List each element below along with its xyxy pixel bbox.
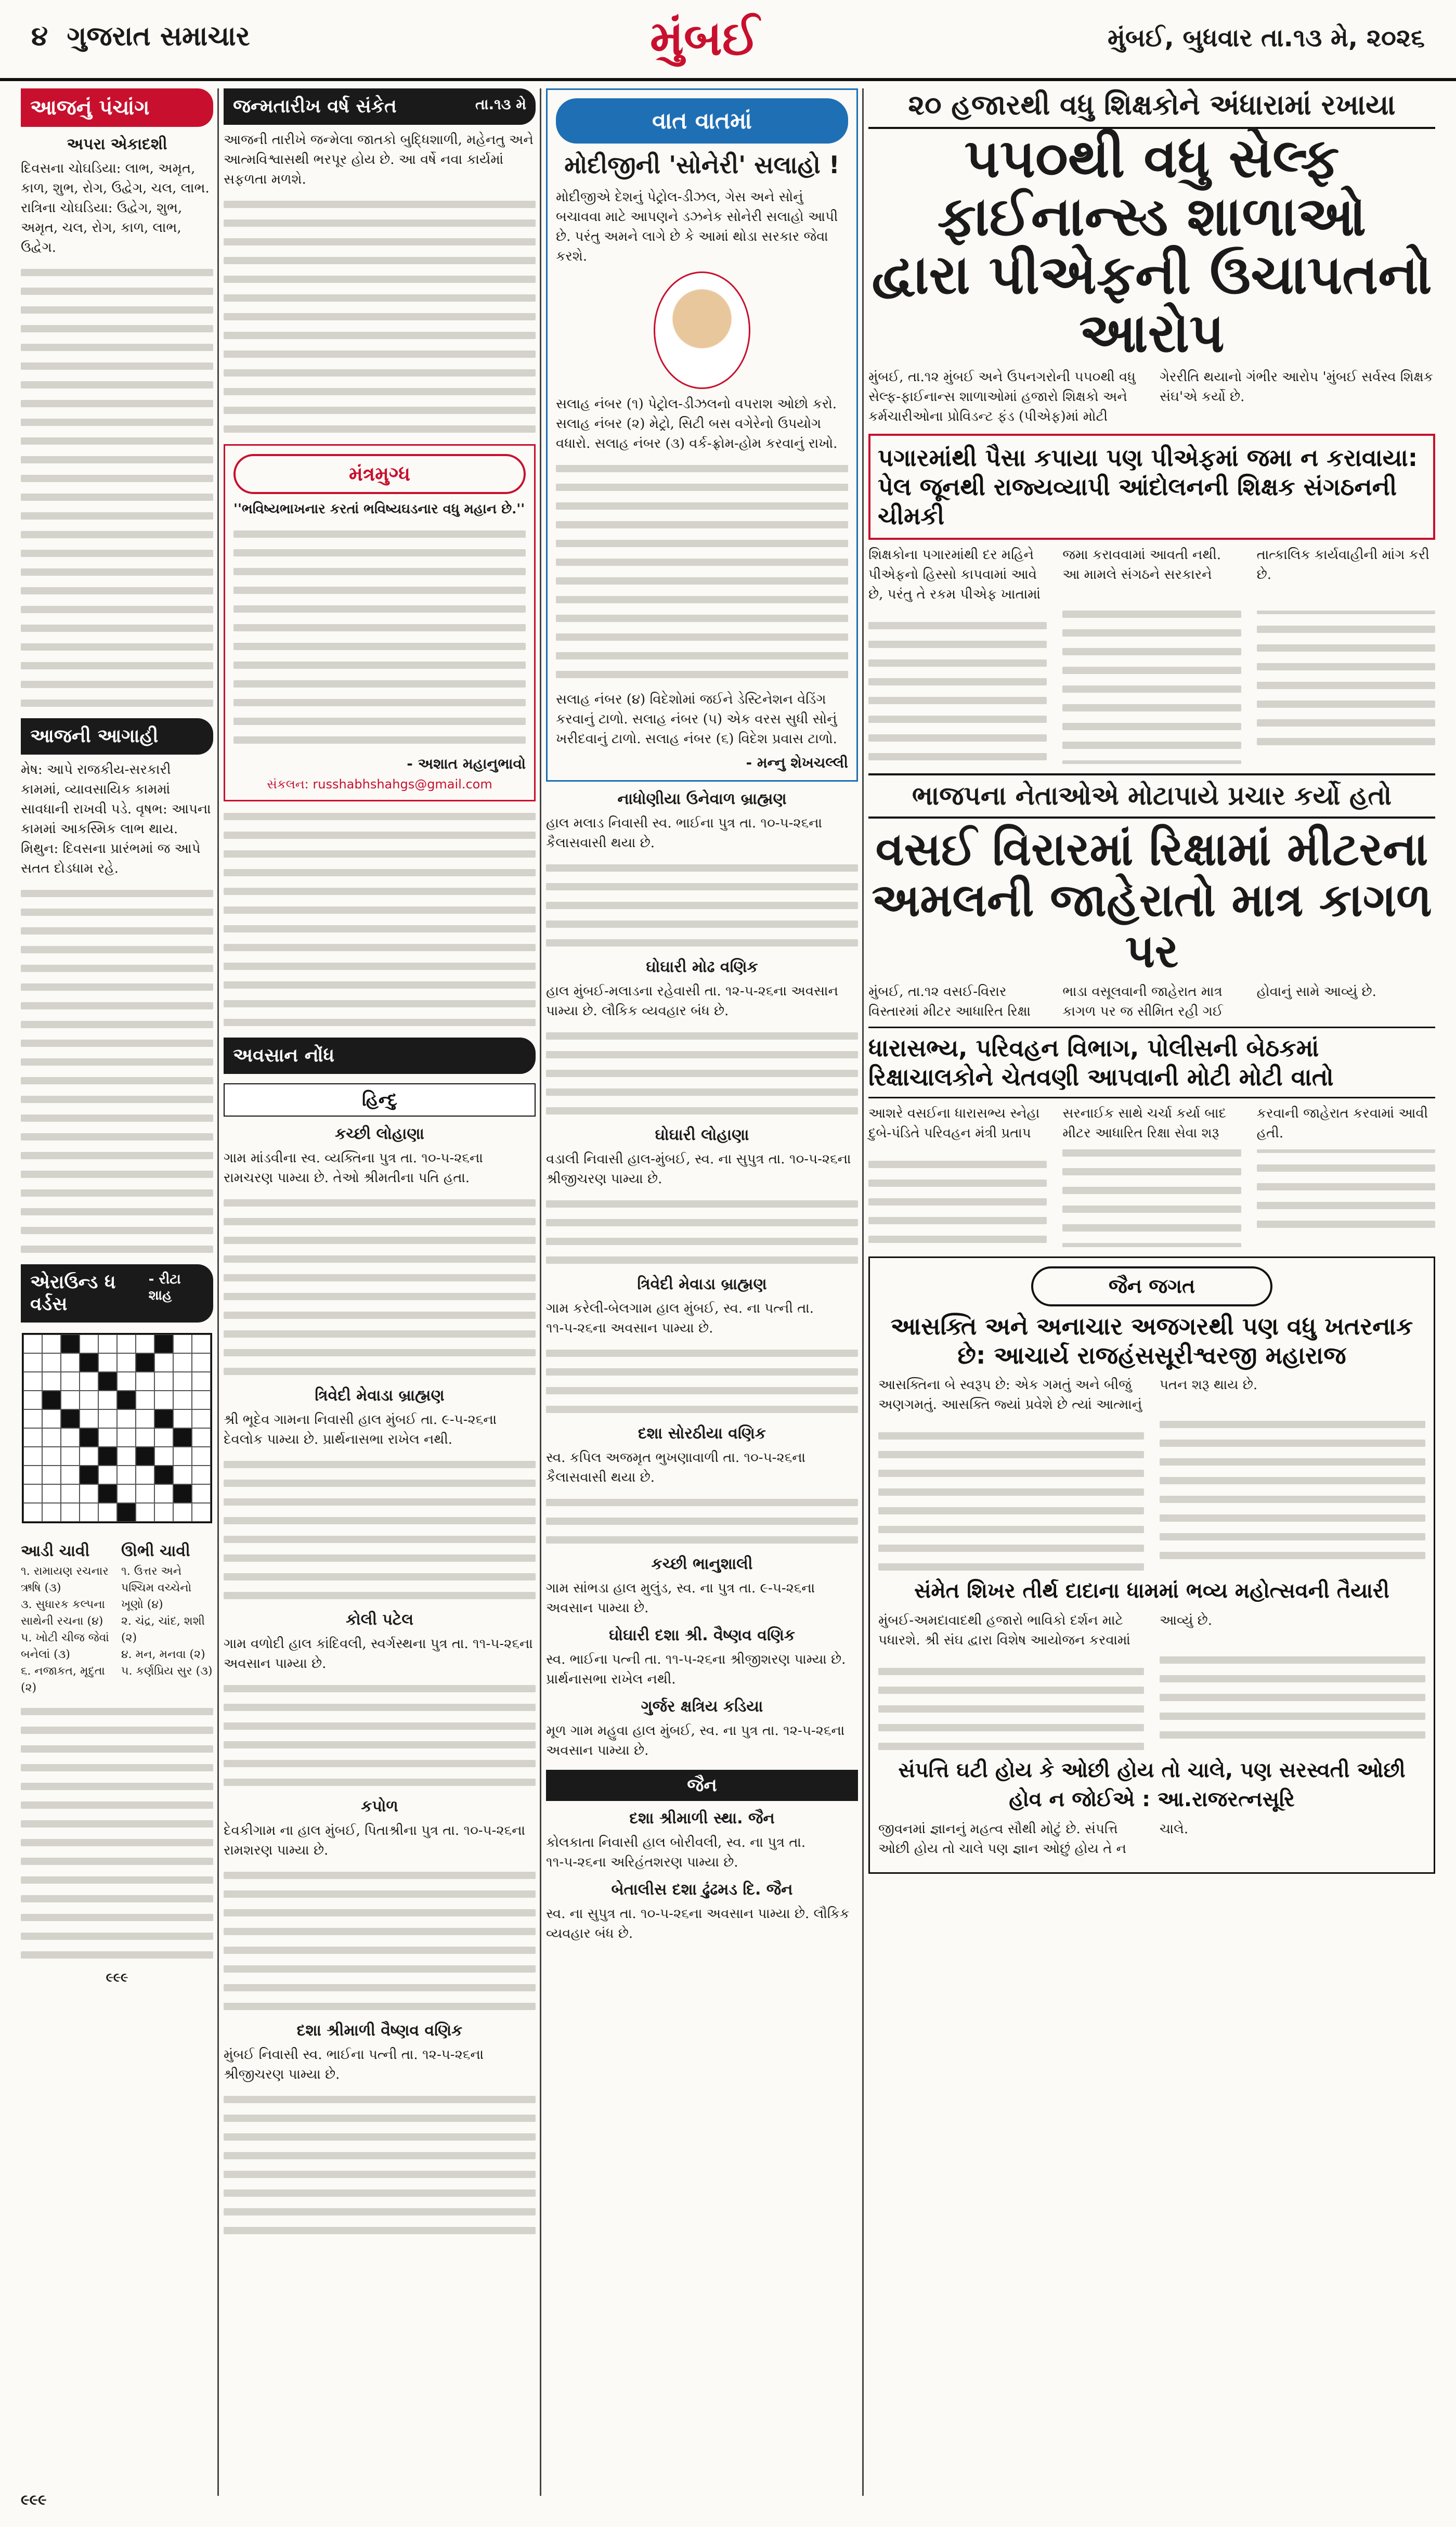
crossword-cell[interactable] xyxy=(42,1353,61,1372)
column-news xyxy=(868,88,1435,2496)
section-title: મુંબઈ xyxy=(650,10,759,66)
crossword-cell[interactable] xyxy=(136,1503,154,1522)
mantra-attrib: - અશાત મહાનુભાવો xyxy=(407,755,526,772)
vaat-headline: મોદીજીની 'સોનેરી' સલાહો ! xyxy=(564,151,840,179)
crossword-cell[interactable] xyxy=(61,1372,80,1391)
crossword-code: ૯૯૯ xyxy=(106,1970,128,1985)
jain-headline: આસક્તિ અને અનાચાર અજગરથી પણ વધુ ખતરનાક છે: આચાર્ય રાજહંસસૂરીશ્વરજી મહારાજ xyxy=(890,1312,1413,1369)
obit-text: સ્વ. ના સુપુત્ર તા. ૧૦-૫-૨૬ના અવસાન પામ્યા છે. લૌકિક વ્યવહાર બંધ છે. xyxy=(546,1906,850,1941)
lead-headline-2: દ્વારા પીએફની ઉચાપતનો આરોપ xyxy=(872,243,1432,365)
obit-lines xyxy=(546,1200,858,1264)
crossword-header xyxy=(21,1264,213,1323)
crossword-title: એરાઉન્ડ ધ વર્ડસ xyxy=(30,1272,116,1315)
avasan-subheader: હિન્દુ xyxy=(224,1083,536,1117)
crossword-cell[interactable] xyxy=(61,1353,80,1372)
crossword-cell[interactable] xyxy=(192,1334,211,1353)
crossword-cell[interactable] xyxy=(98,1334,117,1353)
crossword-block xyxy=(98,1372,117,1391)
crossword-clue-lines xyxy=(21,1708,213,1959)
obit-title: ત્રિવેદી મેવાડા બ્રાહ્મણ xyxy=(637,1275,767,1293)
crossword-cell[interactable] xyxy=(136,1391,154,1409)
obit-entry xyxy=(546,958,858,1115)
paper-name: ગુજરાત સમાચાર xyxy=(67,21,250,52)
mantra-contact[interactable]: સંકલન: russhabhshahgs@gmail.com xyxy=(267,777,492,792)
crossword-cell[interactable] xyxy=(80,1503,98,1522)
crossword-cell[interactable] xyxy=(61,1503,80,1522)
crossword-cell[interactable] xyxy=(117,1353,136,1372)
crossword-cell[interactable] xyxy=(61,1447,80,1466)
crossword-block xyxy=(154,1409,173,1428)
obit-text: મૂળ ગામ મહુવા હાલ મુંબઈ, સ્વ. ના પુત્ર તા. ૧૨-૫-૨૬ના અવસાન પામ્યા છે. xyxy=(546,1723,845,1758)
crossword-cell[interactable] xyxy=(173,1353,192,1372)
obit-title: બેતાલીસ દશા ઢુંઢમડ દિ. જૈન xyxy=(611,1881,793,1899)
crossword-block xyxy=(173,1428,192,1447)
jain-headline-2: સંમેત શિખર તીર્થ દાદાના ધામમાં ભવ્ય મહોત્સવની તૈયારી xyxy=(914,1578,1389,1603)
crossword-author: - રીટા શાહ xyxy=(148,1272,181,1303)
lead-kicker: ૨૦ હજારથી વધુ શિક્ષકોને અંધારામાં રખાયા xyxy=(868,88,1435,129)
panchang-header: આજનું પંચાંગ xyxy=(21,88,213,127)
crossword-cell[interactable] xyxy=(117,1372,136,1391)
crossword-block xyxy=(136,1447,154,1466)
crossword-cell[interactable] xyxy=(98,1353,117,1372)
crossword-cell[interactable] xyxy=(154,1391,173,1409)
across-clue: ૧. રામાયણ રચનાર ઋષિ (૩) xyxy=(21,1565,109,1595)
crossword-cell[interactable] xyxy=(80,1372,98,1391)
crossword-cell[interactable] xyxy=(42,1372,61,1391)
crossword-cell[interactable] xyxy=(98,1428,117,1447)
obit-lines xyxy=(224,1461,536,1599)
obit-entry xyxy=(546,1126,858,1264)
lead-subhead-box xyxy=(868,434,1435,540)
crossword-block xyxy=(117,1391,136,1409)
crossword-cell[interactable] xyxy=(98,1466,117,1484)
vaat-text-2: સલાહ નંબર (૧) પેટ્રોલ-ડીઝલનો વપરાશ ઓછો કરો. સલાહ નંબર (૨) મેટ્રો, સિટી બસ વગેરેનો ઉપયોગ વધારો. સલાહ નંબર (૩) વર્ક-ફ્રોમ-હોમ કરવાનું રાખો. xyxy=(556,396,838,451)
crossword-cell[interactable] xyxy=(117,1484,136,1503)
crossword-block xyxy=(173,1484,192,1503)
obit-lines xyxy=(546,1032,858,1115)
obit-text: સ્વ. ભાઈના પત્ની તા. ૧૧-૫-૨૬ના શ્રીજીશરણ પામ્યા છે. પ્રાર્થનાસભા રાખેલ નથી. xyxy=(546,1652,846,1687)
obit-title: દશા શ્રીમાળી વૈષ્ણવ વણિક xyxy=(296,2021,463,2040)
crossword-cell[interactable] xyxy=(80,1447,98,1466)
crossword-cell[interactable] xyxy=(117,1409,136,1428)
crossword-cell[interactable] xyxy=(192,1428,211,1447)
obit-entry xyxy=(546,1697,858,1760)
crossword-block xyxy=(61,1334,80,1353)
jain-headline-3: સંપત્તિ ઘટી હોય કે ઓછી હોય તો ચાલે, પણ સરસ્વતી ઓછી હોવ ન જોઈએ : આ.રાજરત્નસૂરિ xyxy=(898,1758,1406,1811)
crossword-cell[interactable] xyxy=(23,1447,42,1466)
across-clue: ૫. ખોટી ચીજ જેવાં બનેલાં (૩) xyxy=(21,1631,109,1661)
masthead xyxy=(0,0,1456,81)
obit-entry xyxy=(546,1424,858,1544)
obit-entry xyxy=(546,1626,858,1689)
page-number: ૪ xyxy=(31,21,48,52)
obit-lines xyxy=(546,864,858,947)
obit-text: હાલ મલાડ નિવાસી સ્વ. ભાઈના પુત્ર તા. ૧૦-૫-૨૬ના કૈલાસવાસી થયા છે. xyxy=(546,815,822,851)
crossword-cell[interactable] xyxy=(42,1428,61,1447)
forecast-header: આજની આગાહી xyxy=(21,718,213,755)
obit-title: દશા સોરઠીયા વણિક xyxy=(638,1424,766,1443)
crossword-block xyxy=(154,1334,173,1353)
vaat-body-lines xyxy=(556,465,848,678)
down-clue: ૧. ઉત્તર અને પશ્ચિમ વચ્ચેનો ખૂણો (૪) xyxy=(121,1565,192,1611)
caricature-image xyxy=(654,271,750,389)
crossword-cell[interactable] xyxy=(98,1391,117,1409)
crossword-cell[interactable] xyxy=(61,1484,80,1503)
crossword-cell[interactable] xyxy=(117,1466,136,1484)
masthead-left xyxy=(31,21,250,53)
crossword-cell[interactable] xyxy=(173,1372,192,1391)
date-line: મુંબઈ, બુધવાર તા.૧૩ મે, ૨૦૨૬ xyxy=(1108,23,1425,53)
lead-subhead: પગારમાંથી પૈસા કપાયા પણ પીએફમાં જમા ન કરાવાયા: પેલ જૂનથી રાજ્યવ્યાપી આંદોલનની શિક્ષક સંગઠનની ચીમકી xyxy=(878,444,1418,530)
crossword-block xyxy=(80,1466,98,1484)
mantra-body-lines xyxy=(233,530,526,744)
crossword-cell[interactable] xyxy=(192,1503,211,1522)
crossword-cell[interactable] xyxy=(136,1466,154,1484)
crossword-block xyxy=(154,1466,173,1484)
second-text-2: આશરે વસઈના ધારાસભ્ય સ્નેહા દુબે-પંડિતે પરિવહન મંત્રી પ્રતાપ સરનાઈક સાથે ચર્ચા કર્યા બાદ મીટર આધારિત રિક્ષા સેવા શરૂ કરવાની જાહેરાત કરવામાં આવી હતી. xyxy=(868,1106,1428,1142)
down-clues xyxy=(121,1534,213,1696)
crossword-cell[interactable] xyxy=(173,1503,192,1522)
crossword-cell[interactable] xyxy=(192,1353,211,1372)
crossword-cell[interactable] xyxy=(117,1334,136,1353)
obit-text: સ્વ. કપિલ અજમૃત ભુખણાવાળી તા. ૧૦-૫-૨૬ના કૈલાસવાસી થયા છે. xyxy=(546,1450,806,1485)
birthday-date: તા.૧૩ મે xyxy=(475,96,526,113)
crossword-block xyxy=(98,1447,117,1466)
crossword-cell[interactable] xyxy=(192,1409,211,1428)
crossword-cell[interactable] xyxy=(117,1447,136,1466)
crossword-cell[interactable] xyxy=(23,1409,42,1428)
obit-entry xyxy=(224,1125,536,1375)
avasan-header: અવસાન નોંધ xyxy=(224,1038,536,1074)
obit-title: નાધોણીયા ઉનેવાળ બ્રાહ્મણ xyxy=(617,790,787,808)
crossword-cell[interactable] xyxy=(154,1447,173,1466)
obit-entry xyxy=(224,2021,536,2234)
mantra-box xyxy=(224,444,536,801)
lead-text: મુંબઈ, તા.૧૨ મુંબઈ અને ઉપનગરોની ૫૫૦થી વધુ સેલ્ફ-ફાઈનાન્સ શાળાઓમાં હજારો શિક્ષકો અને કર્મચારીઓના પ્રોવિડન્ટ ફંડ (પીએફ)માં મોટી ગેરરીતિ થયાનો ગંભીર આરોપ 'મુંબઈ સર્વસ્વ શિક્ષક સંઘ'એ કર્યો છે. xyxy=(868,369,1433,424)
second-headline-1: વસઈ વિરારમાં રિક્ષામાં મીટરના xyxy=(875,822,1428,876)
obit-title: કપોળ xyxy=(361,1797,398,1816)
vaat-text-1: મોદીજીએ દેશનું પેટ્રોલ-ડીઝલ, ગેસ અને સોનું બચાવવા માટે આપણને ડઝનેક સોનેરી સલાહો આપી છે. પરંતુ અમને લાગે છે કે આમાં થોડા સરકાર જેવા કરશે. xyxy=(556,189,838,264)
obit-text: શ્રી ભૂદેવ ગામના નિવાસી હાલ મુંબઈ તા. ૯-૫-૨૬ના દેવલોક પામ્યા છે. પ્રાર્થનાસભા રાખેલ નથી. xyxy=(224,1412,497,1447)
panchang-body-lines xyxy=(21,269,213,707)
column-birthday-obits xyxy=(224,88,536,2496)
crossword-cell[interactable] xyxy=(23,1334,42,1353)
crossword-clues xyxy=(21,1534,213,1696)
crossword-cell[interactable] xyxy=(192,1372,211,1391)
crossword-block xyxy=(136,1353,154,1372)
obit-text: ગામ સાંભડા હાલ મુલુંડ, સ્વ. ના પુત્ર તા. ૯-૫-૨૬ના અવસાન પામ્યા છે. xyxy=(546,1580,815,1616)
down-clue: ૨. ચંદ્ર, ચાંદ, શશી (૨) xyxy=(121,1615,205,1644)
across-clues xyxy=(21,1534,113,1696)
across-title: આડી ચાવી xyxy=(21,1542,90,1560)
obit-title: કચ્છી લોહાણા xyxy=(335,1125,424,1143)
jain-text-3: જીવનમાં જ્ઞાનનું મહત્વ સૌથી મોટું છે. સંપત્તિ ઓછી હોય તો ચાલે પણ જ્ઞાન ઓછું હોય તે ન ચાલે. xyxy=(878,1821,1189,1857)
jain-obit-header: જૈન xyxy=(546,1770,858,1801)
obit-title: દશા શ્રીમાળી સ્થા. જૈન xyxy=(629,1809,775,1828)
jain-jagat-box xyxy=(868,1256,1435,1874)
crossword-cell[interactable] xyxy=(80,1391,98,1409)
crossword-cell[interactable] xyxy=(42,1484,61,1503)
obit-lines xyxy=(224,2096,536,2234)
crossword-cell[interactable] xyxy=(154,1484,173,1503)
crossword-block xyxy=(80,1428,98,1447)
vaat-author: - મન્નુ શેખચલ્લી xyxy=(746,754,848,771)
crossword-cell[interactable] xyxy=(23,1484,42,1503)
obit-lines xyxy=(546,1499,858,1544)
crossword-cell[interactable] xyxy=(173,1334,192,1353)
crossword-cell[interactable] xyxy=(61,1391,80,1409)
crossword-cell[interactable] xyxy=(42,1409,61,1428)
obit-title: ઘોઘારી દશા શ્રી. વૈષ્ણવ વણિક xyxy=(608,1626,796,1644)
obit-title: ત્રિવેદી મેવાડા બ્રાહ્મણ xyxy=(315,1386,445,1405)
birthday-header xyxy=(224,88,536,125)
crossword-cell[interactable] xyxy=(42,1447,61,1466)
obit-lines xyxy=(224,1872,536,2010)
vaat-text-3: સલાહ નંબર (૪) વિદેશોમાં જઈને ડેસ્ટિનેશન વેડિંગ કરવાનું ટાળો. સલાહ નંબર (૫) એક વરસ સુધી સોનું ખરીદવાનું ટાળો. સલાહ નંબર (૬) વિદેશ પ્રવાસ ટાળો. xyxy=(556,692,837,747)
obit-entry xyxy=(546,1809,858,1872)
obit-lines xyxy=(546,1350,858,1413)
obit-title: ઘોઘારી લોહાણા xyxy=(655,1126,749,1144)
across-clue: ૩. સુધારક કલ્પના સાથેની રચના (૪) xyxy=(21,1598,105,1628)
crossword-cell[interactable] xyxy=(23,1428,42,1447)
column-vaat-obits xyxy=(546,88,858,2496)
crossword-cell[interactable] xyxy=(192,1466,211,1484)
lead-body-lines xyxy=(868,611,1435,764)
crossword-cell[interactable] xyxy=(80,1484,98,1503)
second-headline-2: અમલની જાહેરાતો માત્ર કાગળ પર xyxy=(872,873,1432,978)
crossword-cell[interactable] xyxy=(98,1409,117,1428)
birthday-text: આજની તારીખે જન્મેલા જાતકો બુદ્ધિશાળી, મહેનતુ અને આત્મવિશ્વાસથી ભરપૂર હોય છે. આ વર્ષે નવા કાર્યમાં સફળતા મળશે. xyxy=(224,132,534,187)
crossword-cell[interactable] xyxy=(173,1466,192,1484)
crossword-cell[interactable] xyxy=(136,1484,154,1503)
forecast-body-lines xyxy=(21,890,213,1253)
crossword-cell[interactable] xyxy=(136,1409,154,1428)
crossword-cell[interactable] xyxy=(80,1334,98,1353)
obit-text: હાલ મુંબઈ-મલાડના રહેવાસી તા. ૧૨-૫-૨૬ના અવસાન પામ્યા છે. લૌકિક વ્યવહાર બંધ છે. xyxy=(546,983,838,1019)
vaat-title: વાત વાતમાં xyxy=(556,98,848,144)
second-kicker: ભાજપના નેતાઓએ મોટાપાયે પ્રચાર કર્યો હતો xyxy=(868,773,1435,819)
lead-text-2: શિક્ષકોના પગારમાંથી દર મહિને પીએફનો હિસ્સો કાપવામાં આવે છે, પરંતુ તે રકમ પીએફ ખાતામાં જમા કરાવવામાં આવતી નથી. આ મામલે સંગઠને સરકારને તાત્કાલિક કાર્યવાહીની માંગ કરી છે. xyxy=(868,547,1429,602)
crossword-cell[interactable] xyxy=(23,1466,42,1484)
obit-entry xyxy=(224,1386,536,1599)
obit-entry xyxy=(546,790,858,947)
obit-text: વડાલી નિવાસી હાલ-મુંબઈ, સ્વ. ના સુપુત્ર તા. ૧૦-૫-૨૬ના શ્રીજીચરણ પામ્યા છે. xyxy=(546,1151,851,1187)
obit-lines xyxy=(224,1685,536,1786)
column-panchang xyxy=(21,88,213,2496)
panchang-subtitle: અપરા એકાદશી xyxy=(67,135,167,153)
panchang-text: દિવસના ચોઘડિયા: લાભ, અમૃત, કાળ, શુભ, રોગ, ઉદ્વેગ, ચલ, લાભ. રાત્રિના ચોઘડિયા: ઉદ્વેગ, શુભ, અમૃત, ચલ, રોગ, કાળ, લાભ, ઉદ્વેગ. xyxy=(21,161,210,255)
crossword-block xyxy=(61,1409,80,1428)
jain-body-lines-2 xyxy=(878,1656,1425,1756)
lead-headline-1: ૫૫૦થી વધુ સેલ્ફ ફાઈનાન્સ્ડ શાળાઓ xyxy=(937,126,1367,248)
crossword-cell[interactable] xyxy=(42,1466,61,1484)
crossword-cell[interactable] xyxy=(192,1391,211,1409)
obit-entry xyxy=(546,1881,858,1943)
crossword-cell[interactable] xyxy=(173,1409,192,1428)
crossword-cell[interactable] xyxy=(98,1503,117,1522)
column-divider xyxy=(862,88,864,2496)
obit-text: કોલકાતા નિવાસી હાલ બોરીવલી, સ્વ. ના પુત્ર તા. ૧૧-૫-૨૬ના અરિહંતશરણ પામ્યા છે. xyxy=(546,1835,806,1870)
footer-code: ૯૯૯ xyxy=(21,2491,47,2508)
obit-text: દેવકીગામ ના હાલ મુંબઈ, પિતાશ્રીના પુત્ર તા. ૧૦-૫-૨૬ના રામશરણ પામ્યા છે. xyxy=(224,1823,525,1858)
obit-text: ગામ વળોદી હાલ કાંદિવલી, સ્વર્ગસ્થના પુત્ર તા. ૧૧-૫-૨૬ના અવસાન પામ્યા છે. xyxy=(224,1636,533,1671)
down-title: ઊભી ચાવી xyxy=(121,1542,190,1560)
crossword-block xyxy=(80,1353,98,1372)
obit-entry xyxy=(224,1611,536,1786)
obit-text: ગામ કરેલી-બેલગામ હાલ મુંબઈ, સ્વ. ના પત્ની તા. ૧૧-૫-૨૬ના અવસાન પામ્યા છે. xyxy=(546,1301,814,1336)
birthday-body-lines xyxy=(224,201,536,433)
jain-text: આસક્તિના બે સ્વરૂપ છે: એક ગમતું અને બીજું અણગમતું. આસક્તિ જ્યાં પ્રવેશે છે ત્યાં આત્માનું પતન શરૂ થાય છે. xyxy=(878,1377,1258,1412)
obit-entry xyxy=(546,1555,858,1618)
down-clue: ૫. કર્ણપ્રિય સુર (૩) xyxy=(121,1665,213,1678)
obit-title: કોલી પટેલ xyxy=(346,1611,413,1629)
crossword-cell[interactable] xyxy=(23,1391,42,1409)
crossword-cell[interactable] xyxy=(173,1447,192,1466)
mantra-quote: ''ભવિષ્યભાખનાર કરતાં ભવિષ્યઘડનાર વધુ મહાન છે.'' xyxy=(233,501,525,517)
across-clue: ૬. નજાકત, મૃદુતા (૨) xyxy=(21,1665,105,1694)
crossword-cell[interactable] xyxy=(23,1353,42,1372)
crossword-block xyxy=(42,1391,61,1409)
forecast-text: મેષ: આપે રાજકીય-સરકારી કામમાં, વ્યાવસાયિક કામમાં સાવધાની રાખવી પડે. વૃષભ: આપના કામમાં આકસ્મિક લાભ થાય. મિથુન: દિવસના પ્રારંભમાં જ આપે સતત દોડધામ રહે. xyxy=(21,762,211,876)
second-subhead: ધારાસભ્ય, પરિવહન વિભાગ, પોલીસની બેઠકમાં રિક્ષાચાલકોને ચેતવણી આપવાની મોટી મોટી વાતો xyxy=(868,1027,1435,1098)
crossword-block xyxy=(98,1484,117,1503)
crossword-cell[interactable] xyxy=(154,1353,173,1372)
crossword-cell[interactable] xyxy=(154,1503,173,1522)
obit-title: ઘોઘારી મોઢ વણિક xyxy=(646,958,758,976)
second-text: મુંબઈ, તા.૧૨ વસઈ-વિરાર વિસ્તારમાં મીટર આધારિત રિક્ષા ભાડા વસૂલવાની જાહેરાત માત્ર કાગળ પર જ સીમિત રહી ગઈ હોવાનું સામે આવ્યું છે. xyxy=(868,984,1376,1020)
crossword-cell[interactable] xyxy=(154,1428,173,1447)
crossword-cell[interactable] xyxy=(154,1372,173,1391)
mantra-title: મંત્રમુગ્ધ xyxy=(233,454,526,494)
obit-entry xyxy=(224,1797,536,2010)
obit-title: ગુર્જર ક્ષત્રિય કડિયા xyxy=(641,1697,763,1716)
column-divider xyxy=(540,88,541,2496)
second-body-lines xyxy=(868,1149,1435,1247)
jain-text-2: મુંબઈ-અમદાવાદથી હજારો ભાવિકો દર્શન માટે પધારશે. શ્રી સંઘ દ્વારા વિશેષ આયોજન કરવામાં આવ્યું છે. xyxy=(878,1612,1212,1648)
crossword-cell[interactable] xyxy=(42,1334,61,1353)
crossword-cell[interactable] xyxy=(42,1503,61,1522)
jain-jagat-title: જૈન જગત xyxy=(1031,1266,1272,1306)
crossword-cell[interactable] xyxy=(192,1484,211,1503)
crossword-cell[interactable] xyxy=(136,1428,154,1447)
crossword-block xyxy=(117,1503,136,1522)
obit-lines xyxy=(224,1199,536,1375)
obit-text: મુંબઈ નિવાસી સ્વ. ભાઈના પત્ની તા. ૧૨-૫-૨૬ના શ્રીજીચરણ પામ્યા છે. xyxy=(224,2047,484,2082)
crossword-cell[interactable] xyxy=(23,1503,42,1522)
mantra-followup-lines xyxy=(224,813,536,1026)
column-divider xyxy=(217,88,219,2496)
crossword-cell[interactable] xyxy=(117,1428,136,1447)
obit-entry xyxy=(546,1275,858,1413)
crossword-cell[interactable] xyxy=(80,1409,98,1428)
birthday-title: જન્મતારીખ વર્ષ સંકેત xyxy=(233,96,397,117)
crossword-cell[interactable] xyxy=(136,1334,154,1353)
jain-body-lines xyxy=(878,1421,1425,1576)
crossword-cell[interactable] xyxy=(61,1428,80,1447)
crossword-cell[interactable] xyxy=(136,1372,154,1391)
vaat-box xyxy=(546,88,858,782)
crossword-grid[interactable] xyxy=(22,1333,212,1523)
crossword-cell[interactable] xyxy=(61,1466,80,1484)
down-clue: ૪. મન, મનવા (૨) xyxy=(121,1648,205,1661)
crossword-cell[interactable] xyxy=(23,1372,42,1391)
obit-title: કચ્છી ભાનુશાલી xyxy=(651,1555,753,1573)
crossword-cell[interactable] xyxy=(173,1391,192,1409)
crossword-cell[interactable] xyxy=(192,1447,211,1466)
obit-text: ગામ માંડવીના સ્વ. વ્યક્તિના પુત્ર તા. ૧૦-૫-૨૬ના રામચરણ પામ્યા છે. તેઓ શ્રીમતીના પતિ હતા. xyxy=(224,1150,483,1186)
